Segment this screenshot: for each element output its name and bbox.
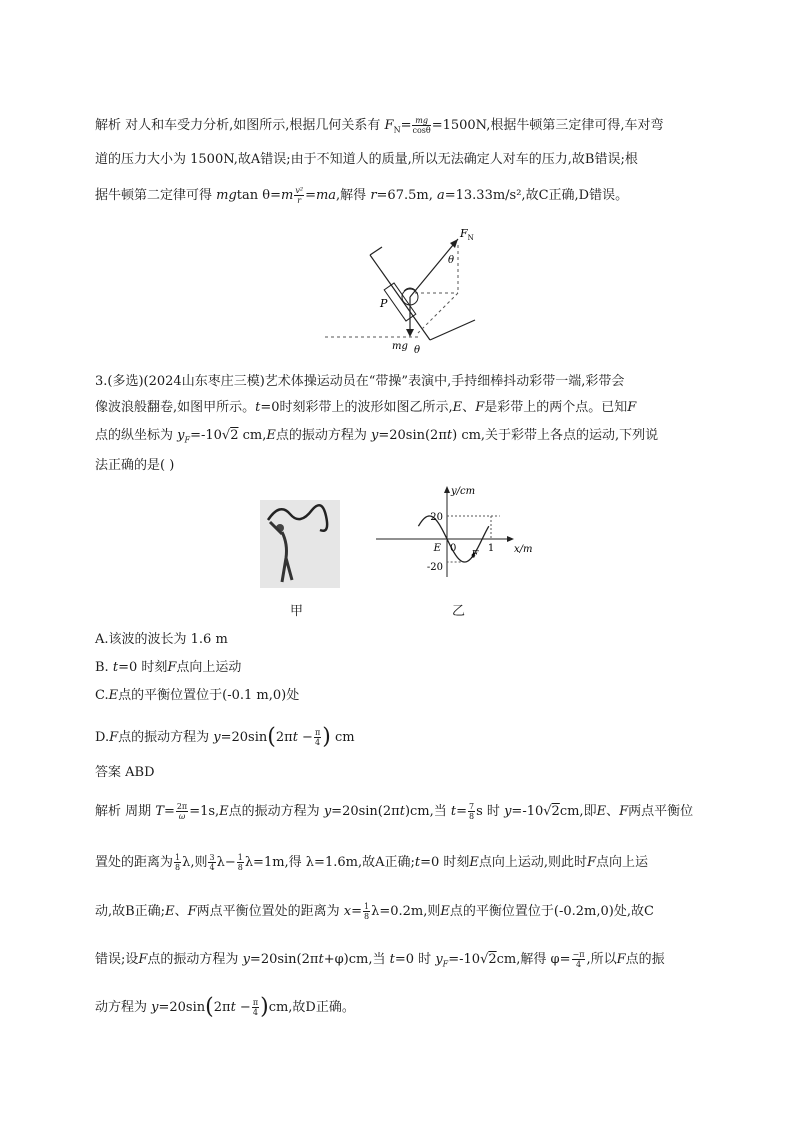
P-label: P [380,297,388,310]
text: s 时 [476,804,505,819]
analysis1-line3 [95,186,628,206]
text: λ− [216,855,236,870]
analysis1-line2 [95,150,638,170]
track-top [370,247,382,255]
var-E: E [219,804,229,819]
text: 据牛顿第二定律可得 [95,188,217,203]
sqrt-content: 2 [230,428,239,443]
text: 置处的距离为 [95,855,174,870]
var-y: y [242,952,250,967]
frac-v2-r [294,186,304,205]
text: 对人和车受力分析,如图所示,根据几何关系有 [121,118,385,133]
text: = [163,804,175,819]
text: +φ)cm,当 [323,952,390,967]
var-t: t [255,400,261,415]
tick-label-1: 1 [487,543,495,554]
var-F: F [384,118,394,133]
theta-top-label: θ [448,255,455,266]
mg-label: mg [392,341,408,352]
frac-den: r [297,196,302,205]
text: =-10 [448,952,481,967]
text: 像波浪般翻卷,如图甲所示。 [95,400,256,415]
text: 道的压力大小为 1500N,故A错误;由于不知道人的质量,所以无法确定人对车的压力,故B错误;根 [95,152,638,167]
paren-close: ) [260,994,269,1020]
analysis2-line5 [95,994,355,1020]
var-T: T [155,804,164,819]
frac-den: 4 [209,863,215,872]
text: =0 时 [394,952,436,967]
var-E: E [452,400,463,415]
q3-line2 [95,398,636,418]
var-F: F [167,660,177,675]
frac-num: mg [412,116,430,126]
text: 点向上运动 [176,660,242,675]
q3-line4 [95,456,174,476]
text: 点的振动方程为 [275,428,371,443]
analysis2-line4 [95,950,665,975]
var-E: E [266,428,276,443]
text: 点向上运动,则此时 [478,855,588,870]
text: = [400,118,412,133]
var-y: y [213,730,221,745]
frac-1-8 [174,853,181,872]
text: 、 [174,904,188,919]
text: B. [95,660,113,675]
paren-close: ) [322,724,331,750]
text: 解析 周期 [95,804,156,819]
text: =20sin(2π [331,804,400,819]
text: =-10 [190,428,222,443]
text: =1s, [189,804,220,819]
track-line [370,255,430,340]
var-y: y [504,804,512,819]
frac-den: 8 [469,812,475,821]
frac-num: −π [572,950,585,959]
sqrt-symbol: √ [480,952,489,967]
paren-open: ( [267,724,276,750]
var-E: E [165,904,175,919]
var-t: t [450,804,457,819]
var-y: y [177,428,185,443]
var-m: m [281,188,294,203]
text: =20sin(2π [378,428,447,443]
text: ,所以 [586,952,617,967]
var-t: t [112,660,119,675]
var-x: x [343,904,352,919]
text: =1500N,根据牛顿第三定律可得,车对弯 [431,118,664,133]
text: =13.33m/s²,故C正确,D错误。 [444,188,629,203]
option-A[interactable] [95,630,228,650]
text: )cm,当 [404,804,451,819]
diag-dashed [418,293,458,333]
var-E: E [469,855,479,870]
frac-num: 1 [175,853,181,862]
text: cm,即 [559,804,597,819]
var-t: t [414,855,421,870]
text: =20sin [158,1000,206,1015]
gymnast-photo [260,500,340,588]
label-F: F [471,549,479,561]
frac-num: 2π [176,802,188,811]
frac-den: 8 [364,912,370,921]
q3-line1 [95,372,624,392]
text: 点的振动方程为 [147,952,243,967]
sub-N: N [393,125,401,135]
frac-num: 1 [237,853,243,862]
frac-num: v² [295,186,304,195]
sqrt-symbol: √ [221,428,231,443]
text: 动,故B正确; [95,904,166,919]
frac-minus-pi-4 [572,950,586,969]
text: 点的平衡位置位于(-0.1 m,0)处 [118,688,300,703]
var-t: t [318,952,324,967]
analysis1-line1 [95,116,664,141]
text: 点的纵坐标为 [95,428,178,443]
text: = [305,188,316,203]
text: − [235,1000,251,1015]
var-F: F [619,804,629,819]
frac-3-4 [208,853,215,872]
sqrt-content: 2 [551,804,560,819]
option-A-text: A.该波的波长为 1.6 m [95,632,228,647]
text: =20sin(2π [249,952,319,967]
var-a: a [436,188,445,203]
text: cm,故D正确。 [268,1000,355,1015]
text: 错误;设 [95,952,139,967]
option-B[interactable] [95,658,241,678]
gravity-head [406,329,414,337]
frac-pi-4 [252,998,259,1017]
text: D. [95,730,110,745]
text: =67.5m, [376,188,437,203]
normal-force-arrow [410,239,458,297]
var-t: t [292,730,298,745]
origin-label: 0 [450,543,457,554]
fig-yi-caption: 乙 [452,604,466,619]
analysis2-line1 [95,802,693,822]
var-t: t [230,1000,236,1015]
text: 两点平衡位 [628,804,694,819]
var-ma: ma [315,188,337,203]
tick-label-minus20: -20 [426,562,443,573]
text: λ=1m,得 λ=1.6m,故A正确; [244,855,415,870]
var-y: y [323,804,332,819]
text: 点的振动方程为 [228,804,324,819]
text: 2π [213,1000,231,1015]
option-C[interactable] [95,686,299,706]
text: − [297,730,313,745]
FN-letter: F [460,227,468,240]
y-axis-label: y/cm [451,486,476,497]
frac-den: 4 [252,1008,258,1017]
option-D[interactable] [95,724,355,750]
var-E: E [440,904,450,919]
theta-bottom-label: θ [414,345,421,356]
var-F: F [109,730,119,745]
text: 法正确的是( ) [95,458,175,473]
tick-label-20: 20 [430,512,443,523]
text: tan θ= [236,188,281,203]
text: 点向上运 [596,855,649,870]
sub-F: F [442,959,449,969]
x-axis-label: x/m [514,544,533,555]
text: 动方程为 [95,1000,152,1015]
text: 、 [606,804,620,819]
frac-den: 4 [575,960,582,969]
var-t: t [399,804,405,819]
answer-line [95,763,155,783]
text: =0 时刻 [420,855,470,870]
wave-graph [372,482,542,582]
y-axis-arrow [444,486,450,493]
answer-text: 答案 ABD [95,765,155,780]
frac-7-8 [468,802,475,821]
frac-den: cosθ [412,126,431,135]
text: λ=0.2m,则 [371,904,441,919]
frac-den: 4 [315,738,321,747]
text: = [456,804,468,819]
analysis2-line3 [95,902,654,922]
frac-1-8 [237,853,244,872]
analysis-label: 解析 [95,118,122,133]
frac-num: π [252,998,259,1007]
var-y: y [435,952,443,967]
var-mg: mg [216,188,237,203]
var-F: F [587,855,597,870]
frac-1-8 [363,902,370,921]
sqrt-content: 2 [488,952,497,967]
text: ) cm,关于彩带上各点的运动,下列说 [452,428,659,443]
force-diagram [320,225,520,365]
x-axis-arrow [507,536,514,542]
text: λ,则 [182,855,208,870]
var-y: y [151,1000,159,1015]
var-F: F [187,904,197,919]
var-F: F [138,952,148,967]
var-E: E [596,804,607,819]
text: 2π [275,730,293,745]
text: 是彩带上的两个点。已知 [484,400,628,415]
FN-label [459,227,474,242]
text: 点的平衡位置位于(-0.2m,0)处,故C [449,904,654,919]
text: =-10 [511,804,544,819]
frac-num: 7 [469,802,475,811]
text: cm,解得 φ= [496,952,571,967]
frac-num: 3 [209,853,215,862]
text: cm, [238,428,267,443]
text: 、 [462,400,476,415]
sqrt-symbol: √ [543,804,552,819]
frac-den: 8 [237,863,243,872]
text: 点的振 [625,952,665,967]
var-E: E [108,688,119,703]
text: = [351,904,363,919]
var-F: F [616,952,626,967]
frac-den: 8 [175,863,181,872]
FN-sub: N [467,234,474,242]
frac-2pi-omega [176,802,188,821]
frac-den: ω [178,812,186,821]
q3-line3 [95,426,658,451]
frac-num: π [314,728,321,737]
var-F: F [475,400,485,415]
text: 点的振动方程为 [118,730,214,745]
fig-jia-caption: 甲 [290,604,304,619]
text: =0时刻彩带上的波形如图乙所示, [260,400,453,415]
frac-pi-4 [314,728,321,747]
text: 两点平衡位置处的距离为 [196,904,344,919]
var-t: t [446,428,453,443]
var-y: y [370,428,379,443]
text: cm [330,730,355,745]
text: =0 时刻 [118,660,168,675]
track-bottom [430,320,475,340]
text: =20sin [220,730,268,745]
var-r: r [370,188,377,203]
text: C. [95,688,109,703]
sub-F: F [184,435,191,445]
text: ,解得 [336,188,371,203]
var-t: t [389,952,395,967]
analysis2-line2 [95,853,648,873]
text: 3.(多选)(2024山东枣庄三模)艺术体操运动员在“带操”表演中,手持细棒抖动彩带一端,彩带会 [95,374,625,389]
paren-open: ( [205,994,214,1020]
frac-num: 1 [364,902,370,911]
label-E: E [433,543,441,554]
frac-mg-cos [412,116,430,135]
var-F: F [627,400,637,415]
